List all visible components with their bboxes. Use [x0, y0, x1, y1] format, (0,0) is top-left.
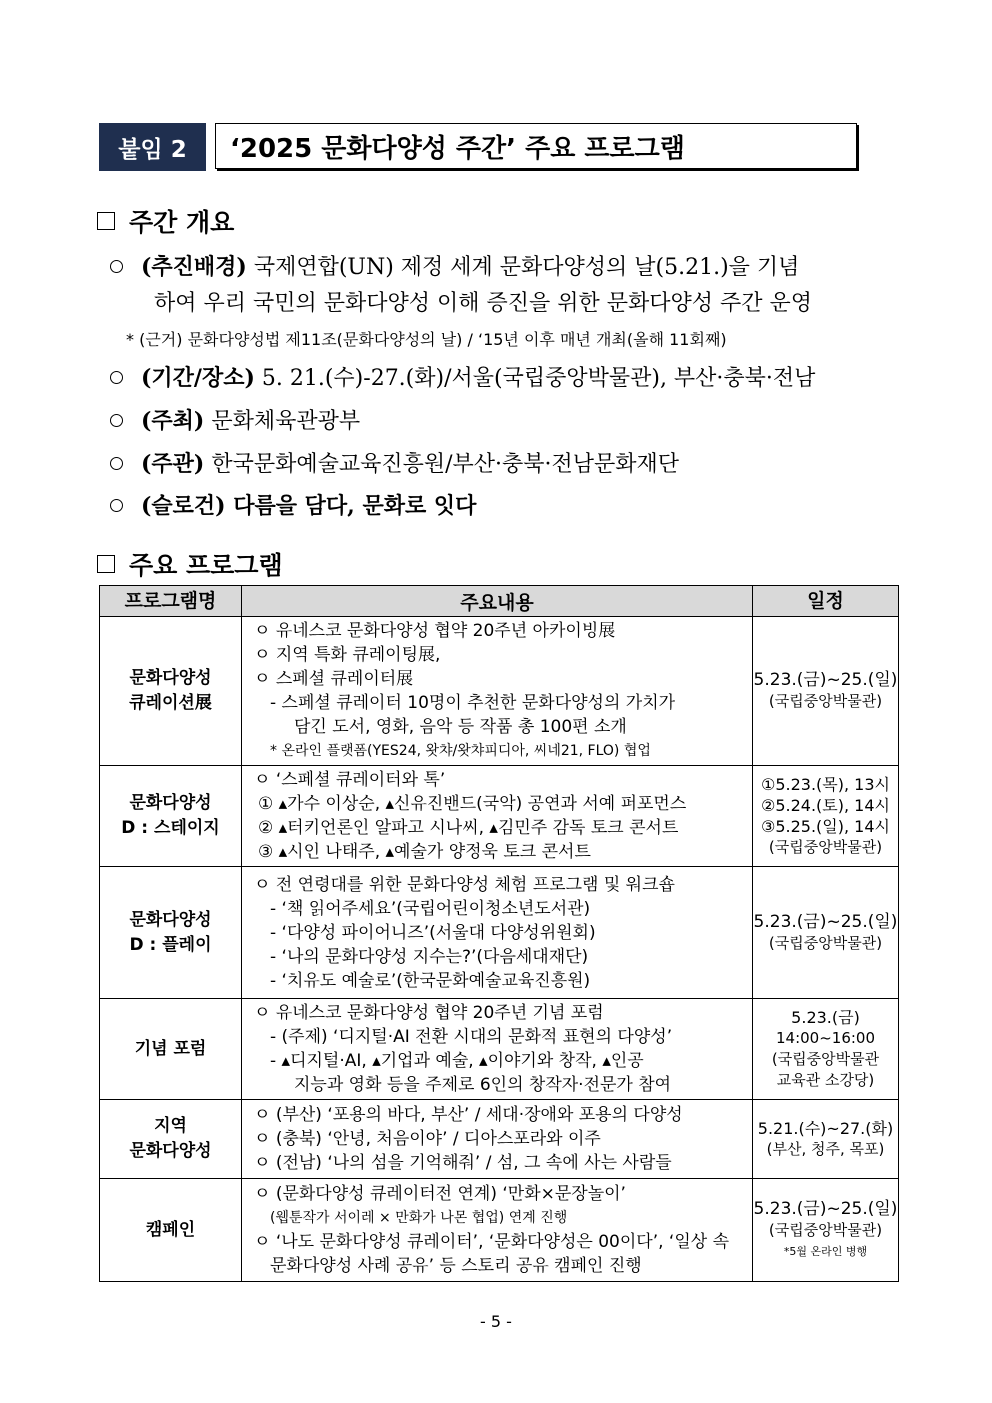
circle-bullet-icon	[110, 499, 123, 512]
programs-heading: 주요 프로그램	[97, 546, 283, 582]
program-content: ㅇ (문화다양성 큐레이터전 연계) ‘만화×문장놀이’ (웹툰작가 서이레 × 만화가 나몬 협업) 연계 진행 ㅇ ‘나도 문화다양성 큐레이터’, ‘문화다양성은 00이다’, ‘일상 속 문화다양성 사례 공유’ 등 스토리 공유 캠페인 진행	[242, 1179, 753, 1282]
program-name: 문화다양성 D : 플레이	[100, 867, 242, 999]
circle-bullet-icon	[110, 457, 123, 470]
table-row	[100, 999, 899, 1100]
circle-bullet-icon	[110, 371, 123, 384]
program-name: 지역 문화다양성	[100, 1100, 242, 1179]
circle-bullet-icon	[110, 260, 123, 273]
program-date: ①5.23.(목), 13시 ②5.24.(토), 14시 ③5.25.(일), 14시 (국립중앙박물관)	[753, 766, 899, 867]
table-header-row	[100, 586, 899, 617]
page-number: - 5 -	[480, 1312, 512, 1331]
program-date: 5.23.(금)~25.(일) (국립중앙박물관)	[753, 617, 899, 766]
program-content: ㅇ 유네스코 문화다양성 협약 20주년 아카이빙展 ㅇ 지역 특화 큐레이팅展, ㅇ 스페셜 큐레이터展 - 스페셜 큐레이터 10명이 추천한 문화다양성의 가치가 담긴 도서, 영화, 음악 등 작품 총 100편 소개 * 온라인 플랫폼(YES24, 왓챠/왓챠피디아, 씨네21, FLO) 협업	[242, 617, 753, 766]
program-name: 기념 포럼	[100, 999, 242, 1100]
overview-item-period: (기간/장소) 5. 21.(수)-27.(화)/서울(국립중앙박물관), 부산·충북·전남	[110, 361, 815, 392]
program-name: 문화다양성 큐레이션展	[100, 617, 242, 766]
square-bullet-icon	[97, 212, 115, 230]
program-content: ㅇ (부산) ‘포용의 바다, 부산’ / 세대·장애와 포용의 다양성 ㅇ (충북) ‘안녕, 처음이야’ / 디아스포라와 이주 ㅇ (전남) ‘나의 섬을 기억해줘’ / 섬, 그 속에 사는 사람들	[242, 1100, 753, 1179]
table-row	[100, 1100, 899, 1179]
square-bullet-icon	[97, 555, 115, 573]
program-content: ㅇ 전 연령대를 위한 문화다양성 체험 프로그램 및 워크숍 - ‘책 읽어주세요’(국립어린이청소년도서관) - ‘다양성 파이어니즈’(서울대 다양성위원회) - ‘나의 문화다양성 지수는?’(다음세대재단) - ‘치유도 예술로’(한국문화예술교육진흥원)	[242, 867, 753, 999]
program-name: 문화다양성 D : 스테이지	[100, 766, 242, 867]
column-header: 주요내용	[242, 586, 753, 617]
program-date: 5.21.(수)~27.(화) (부산, 청주, 목포)	[753, 1100, 899, 1179]
attachment-header	[99, 123, 857, 171]
table-row	[100, 617, 899, 766]
column-header: 일정	[753, 586, 899, 617]
table-row	[100, 1179, 899, 1282]
overview-item-background: (추진배경) 국제연합(UN) 제정 세계 문화다양성의 날(5.21.)을 기념	[110, 250, 799, 281]
attachment-badge: 붙임 2	[99, 123, 206, 171]
program-table	[99, 585, 899, 1282]
program-content: ㅇ 유네스코 문화다양성 협약 20주년 기념 포럼 - (주제) ‘디지털·AI 전환 시대의 문화적 표현의 다양성’ - ▴디지털·AI, ▴기업과 예술, ▴이야기와 창작, ▴인공 지능과 영화 등을 주제로 6인의 창작자·전문가 참여	[242, 999, 753, 1100]
overview-item-background-cont: 하여 우리 국민의 문화다양성 이해 증진을 위한 문화다양성 주간 운영	[154, 291, 812, 316]
overview-item-organizer: (주관) 한국문화예술교육진흥원/부산·충북·전남문화재단	[110, 447, 679, 478]
overview-item-slogan: (슬로건) 다름을 담다, 문화로 잇다	[110, 489, 476, 520]
overview-item-host: (주최) 문화체육관광부	[110, 404, 360, 435]
document-title: ‘2025 문화다양성 주간’ 주요 프로그램	[215, 123, 857, 169]
program-date: 5.23.(금)~25.(일) (국립중앙박물관) *5월 온라인 병행	[753, 1179, 899, 1282]
program-name: 캠페인	[100, 1179, 242, 1282]
column-header: 프로그램명	[100, 586, 242, 617]
table-row	[100, 867, 899, 999]
program-date: 5.23.(금)~25.(일) (국립중앙박물관)	[753, 867, 899, 999]
overview-note: * (근거) 문화다양성법 제11조(문화다양성의 날) / ‘15년 이후 매년 개최(올해 11회째)	[126, 330, 727, 349]
table-row	[100, 766, 899, 867]
circle-bullet-icon	[110, 414, 123, 427]
overview-heading: 주간 개요	[97, 203, 234, 239]
program-content: ㅇ ‘스페셜 큐레이터와 톡’ ① ▴가수 이상순, ▴신유진밴드(국악) 공연과 서예 퍼포먼스 ② ▴터키언론인 알파고 시나씨, ▴김민주 감독 토크 콘서트 ③ ▴시인 나태주, ▴예술가 양정욱 토크 콘서트	[242, 766, 753, 867]
program-date: 5.23.(금) 14:00~16:00 (국립중앙박물관 교육관 소강당)	[753, 999, 899, 1100]
